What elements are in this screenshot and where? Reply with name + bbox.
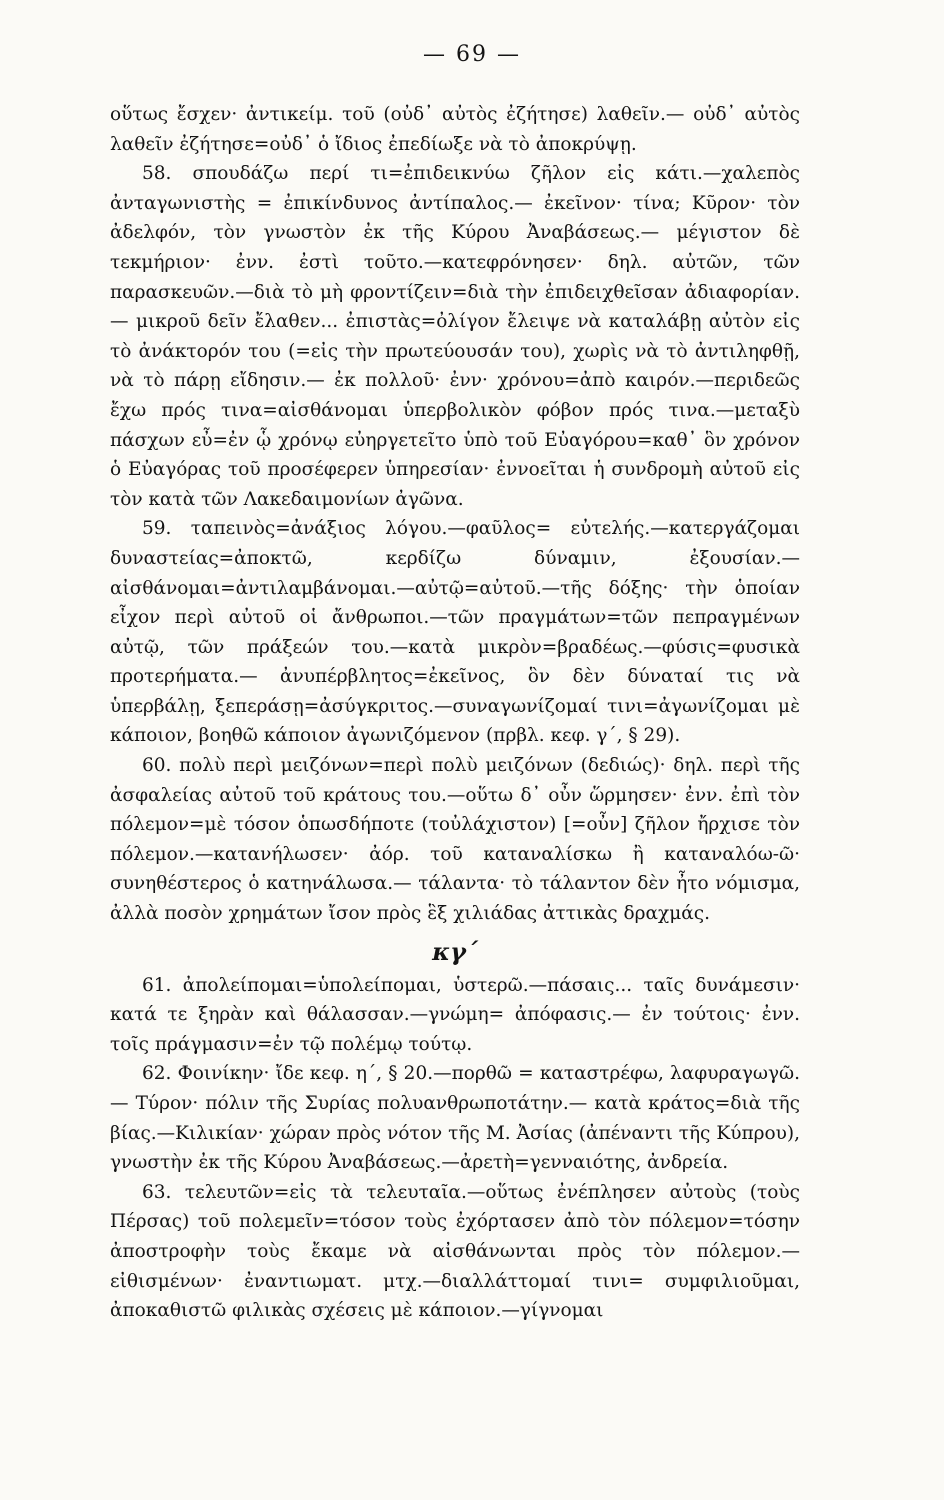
paragraph-62: 62. Φοινίκην· ἴδε κεφ. η´, § 20.—πορθῶ = καταστρέφω, λαφυραγωγῶ.— Τύρον· πόλιν τῆς Συρίας πολυανθρωποτάτην.— κατὰ κράτος=διὰ τῆς βίας.—Κιλικίαν· χώραν πρὸς νότον τῆς Μ. Ἀσίας (ἀπέναντι τῆς Κύπρου), γνωστὴν ἐκ τῆς Κύρου Ἀναβάσεως.—ἀρετὴ=γενναιότης, ἀνδρεία.: [110, 1063, 800, 1174]
section-heading: κγ´: [432, 936, 478, 966]
paragraph-59: 59. ταπεινὸς=ἀνάξιος λόγου.—φαῦλος= εὐτελής.—κατεργάζομαι δυναστείας=ἀποκτῶ, κερδίζω δύναμιν, ἐξουσίαν.— αἰσθάνομαι=ἀντιλαμβάνομαι.—αὐτῷ=αὐτοῦ.—τῆς δόξης· τὴν ὁποίαν εἶχον περὶ αὐτοῦ οἱ ἄνθρωποι.—τῶν πραγμάτων=τῶν πεπραγμένων αὐτῷ, τῶν πράξεών του.—κατὰ μικρὸν=βραδέως.—φύσις=φυσικὰ προτερήματα.— ἀνυπέρβλητος=ἐκεῖνος, ὃν δὲν δύναταί τις νὰ ὑπερβάλῃ, ξεπεράσῃ=ἀσύγκριτος.—συναγωνίζομαί τινι=ἀγωνίζομαι μὲ κάποιον, βοηθῶ κάποιον ἀγωνιζόμενον (πρβλ. κεφ. γ´, § 29).: [110, 518, 800, 747]
paragraph-60: 60. πολὺ περὶ μειζόνων=περὶ πολὺ μειζόνων (δεδιώς)· δηλ. περὶ τῆς ἀσφαλείας αὐτοῦ τοῦ κράτους του.—οὕτω δ᾽ οὖν ὥρμησεν· ἐνν. ἐπὶ τὸν πόλεμον=μὲ τόσον ὁπωσδήποτε (τοὐλάχιστον) [=οὖν] ζῆλον ἤρχισε τὸν πόλεμον.—κατανήλωσεν· ἀόρ. τοῦ καταναλίσκω ἢ καταναλόω-ῶ· συνηθέστερος ὁ κατηνάλωσα.— τάλαντα· τὸ τάλαντον δὲν ἦτο νόμισμα, ἀλλὰ ποσὸν χρημάτων ἴσον πρὸς ἓξ χιλιάδας ἀττικὰς δραχμάς.: [110, 755, 800, 925]
page-number: — 69 —: [423, 42, 521, 67]
paragraph-63: 63. τελευτῶν=εἰς τὰ τελευταῖα.—οὕτως ἐνέπλησεν αὐτοὺς (τοὺς Πέρσας) τοῦ πολεμεῖν=τόσον τοὺς ἐχόρτασεν ἀπὸ τὸν πόλεμον=τόσην ἀποστροφὴν τοὺς ἔκαμε νὰ αἰσθάνωνται πρὸς τὸν πόλεμον.—εἰθισμένων· ἐναντιωματ. μτχ.—διαλλάττομαί τινι= συμφιλιοῦμαι, ἀποκαθιστῶ φιλικὰς σχέσεις μὲ κάποιον.—γίγνομαι: [110, 1181, 800, 1322]
paragraph-61: 61. ἀπολείπομαι=ὑπολείπομαι, ὑστερῶ.—πάσαις... ταῖς δυνάμεσιν· κατά τε ξηρὰν καὶ θάλασσαν.—γνώμη= ἀπόφασις.— ἐν τούτοις· ἐνν. τοῖς πράγμασιν=ἐν τῷ πολέμῳ τούτῳ.: [110, 974, 800, 1055]
commentary-text: [110, 100, 800, 1326]
paragraph-continuation: οὕτως ἔσχεν· ἀντικείμ. τοῦ (οὐδ᾽ αὐτὸς ἐζήτησε) λαθεῖν.— οὐδ᾽ αὐτὸς λαθεῖν ἐζήτησε=οὐδ᾽ ὁ ἴδιος ἐπεδίωξε νὰ τὸ ἀποκρύψῃ.: [110, 104, 800, 155]
paragraph-58: 58. σπουδάζω περί τι=ἐπιδεικνύω ζῆλον εἰς κάτι.—χαλεπὸς ἀνταγωνιστὴς = ἐπικίνδυνος ἀντίπαλος.— ἐκεῖνον· τίνα; Κῦρον· τὸν ἀδελφόν, τὸν γνωστὸν ἐκ τῆς Κύρου Ἀναβάσεως.— μέγιστον δὲ τεκμήριον· ἐνν. ἐστὶ τοῦτο.—κατεφρόνησεν· δηλ. αὐτῶν, τῶν παρασκευῶν.—διὰ τὸ μὴ φροντίζειν=διὰ τὴν ἐπιδειχθεῖσαν ἀδιαφορίαν.— μικροῦ δεῖν ἔλαθεν... ἐπιστὰς=ὀλίγον ἔλειψε νὰ καταλάβῃ αὐτὸν εἰς τὸ ἀνάκτορόν του (=εἰς τὴν πρωτεύουσάν του), χωρὶς νὰ τὸ ἀντιληφθῇ, νὰ τὸ πάρῃ εἴδησιν.— ἐκ πολλοῦ· ἐνν· χρόνου=ἀπὸ καιρόν.—περιδεῶς ἔχω πρός τινα=αἰσθάνομαι ὑπερβολικὸν φόβον πρός τινα.—μεταξὺ πάσχων εὖ=ἐν ᾧ χρόνῳ εὐηργετεῖτο ὑπὸ τοῦ Εὐαγόρου=καθ᾽ ὃν χρόνον ὁ Εὐαγόρας τοῦ προσέφερεν ὑπηρεσίαν· ἐννοεῖται ἡ συνδρομὴ αὐτοῦ εἰς τὸν κατὰ τῶν Λακεδαιμονίων ἀγῶνα.: [110, 163, 800, 510]
